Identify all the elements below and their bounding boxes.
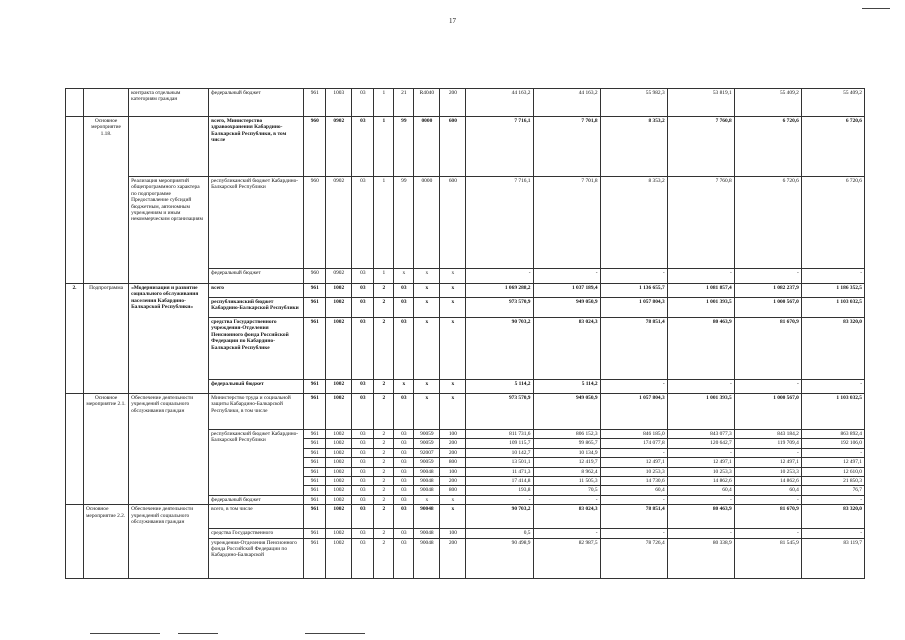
- cell-value: 83 024,3: [533, 505, 600, 529]
- cell-value: 5 114,2: [533, 380, 600, 394]
- cell-value: 863 892,4: [801, 430, 864, 439]
- subprogram-name: «Модернизация и развитие социального обслуживания населения Кабардино-Балкарской Республики»: [129, 284, 209, 394]
- cell-value: 80 463,9: [667, 505, 734, 529]
- cell-value: 78 726,4: [600, 538, 667, 578]
- cell-om: 03: [394, 298, 414, 318]
- activity-name: Основное мероприятие 1.18.: [84, 117, 129, 284]
- cell-value: 55 982,3: [600, 89, 667, 117]
- cell-cs: 03: [352, 486, 374, 495]
- cell-value: -: [667, 495, 734, 504]
- funding-source: федеральный бюджет: [209, 269, 304, 284]
- cell-om: 03: [394, 538, 414, 578]
- cell-n: 90048: [414, 467, 440, 476]
- cell-grbs: 961: [304, 380, 326, 394]
- funding-source: федеральный бюджет: [209, 380, 304, 394]
- cell-rzpr: 1002: [326, 538, 352, 578]
- cell-vr: x: [440, 380, 466, 394]
- cell-p: 1: [374, 89, 394, 117]
- cell-value: 11 505,3: [533, 477, 600, 486]
- cell-value: 7 716,1: [466, 117, 533, 177]
- cell-grbs: 961: [304, 458, 326, 467]
- cell-rzpr: 1002: [326, 394, 352, 430]
- cell-value: 109 115,7: [466, 439, 533, 448]
- cell-grbs: 961: [304, 89, 326, 117]
- cell-value: -: [801, 269, 864, 284]
- cell-value: 949 050,9: [533, 394, 600, 430]
- cell-om: 03: [394, 448, 414, 457]
- cell-value: 973 570,9: [466, 298, 533, 318]
- cell-om: x: [394, 269, 414, 284]
- cell-value: 843 077,3: [667, 430, 734, 439]
- row-number: 2.: [66, 284, 84, 394]
- cell-grbs: 960: [304, 117, 326, 177]
- cell-om: 03: [394, 394, 414, 430]
- cell-cs: 03: [352, 394, 374, 430]
- cell-rzpr: 1002: [326, 529, 352, 538]
- cell-value: 83 024,3: [533, 318, 600, 380]
- funding-source: федеральный бюджет: [209, 495, 304, 504]
- activity-name: Основное мероприятие 2.1.: [84, 394, 129, 505]
- cell-p: 2: [374, 467, 394, 476]
- budget-table: [65, 88, 865, 579]
- cell-value: 120 642,7: [667, 439, 734, 448]
- cell-value: 12 497,1: [600, 458, 667, 467]
- cell-value: 6 720,6: [801, 117, 864, 177]
- cell-n: x: [414, 269, 440, 284]
- funding-source: республиканский бюджет Кабардино-Балкарской Республики: [209, 298, 304, 318]
- cell-value: 1 069 288,2: [466, 284, 533, 298]
- cell-value: 7 760,8: [667, 117, 734, 177]
- bottom-rule-2: [178, 633, 218, 634]
- cell-vr: 100: [440, 430, 466, 439]
- cell-n: x: [414, 495, 440, 504]
- cell-value: 0,5: [466, 529, 533, 538]
- cell-grbs: 960: [304, 269, 326, 284]
- cell-rzpr: 0902: [326, 117, 352, 177]
- cell-value: 55 409,2: [801, 89, 864, 117]
- cell-cs: 03: [352, 318, 374, 380]
- cell-cs: 03: [352, 505, 374, 529]
- funding-source: всего: [209, 284, 304, 298]
- cell-cs: 03: [352, 458, 374, 467]
- cell-vr: x: [440, 394, 466, 430]
- cell-value: 12 497,1: [801, 458, 864, 467]
- cell-grbs: 961: [304, 439, 326, 448]
- cell-value: 1 103 032,5: [801, 394, 864, 430]
- cell-vr: x: [440, 298, 466, 318]
- cell-om: 03: [394, 430, 414, 439]
- cell-p: 1: [374, 117, 394, 177]
- cell-rzpr: 1002: [326, 505, 352, 529]
- cell-p: 1: [374, 177, 394, 269]
- cell-n: x: [414, 318, 440, 380]
- cell-cs: 03: [352, 380, 374, 394]
- funding-source: средства Государственного учреждения-Отделения Пенсионного фонда Российской Федерации по Кабардино-Балкарской Республике: [209, 318, 304, 380]
- cell-rzpr: 0902: [326, 269, 352, 284]
- cell-p: 2: [374, 318, 394, 380]
- cell-value: 12 497,1: [734, 458, 801, 467]
- cell-value: 1 103 032,5: [801, 298, 864, 318]
- cell-grbs: 961: [304, 284, 326, 298]
- cell-om: 21: [394, 89, 414, 117]
- cell-value: -: [600, 495, 667, 504]
- cell-value: 1 057 804,3: [600, 394, 667, 430]
- cell-cs: 03: [352, 467, 374, 476]
- cell-n: x: [414, 380, 440, 394]
- cell-grbs: 961: [304, 505, 326, 529]
- event-name: Реализация мероприятий общепрограммного характера по подпрограмме Предоставление субсидий бюджетным, автономным учреждениям и иным некоммерческим организациям: [129, 177, 209, 284]
- cell-value: 1 001 393,5: [667, 394, 734, 430]
- cell-value: 11 471,3: [466, 467, 533, 476]
- cell-p: 2: [374, 529, 394, 538]
- cell-value: 81 545,9: [734, 538, 801, 578]
- bottom-rule-3: [305, 633, 365, 634]
- cell-value: -: [600, 269, 667, 284]
- cell-value: 80 463,9: [667, 318, 734, 380]
- cell-cs: 03: [352, 117, 374, 177]
- cell-n: 92007: [414, 448, 440, 457]
- cell-rzpr: 1002: [326, 486, 352, 495]
- cell-cs: 03: [352, 298, 374, 318]
- cell-n: 90059: [414, 439, 440, 448]
- cell-value: 806 152,3: [533, 430, 600, 439]
- cell-grbs: 961: [304, 298, 326, 318]
- cell-n: 90059: [414, 430, 440, 439]
- cell-grbs: 961: [304, 467, 326, 476]
- cell-value: -: [667, 269, 734, 284]
- cell-om: x: [394, 380, 414, 394]
- cell-value: 12 419,7: [533, 458, 600, 467]
- cell-value: 6 720,6: [734, 177, 801, 269]
- cell-cs: 03: [352, 529, 374, 538]
- activity-name: Подпрограмма: [84, 284, 129, 394]
- cell-value: 8 962,4: [533, 467, 600, 476]
- cell-vr: 100: [440, 467, 466, 476]
- cell-vr: x: [440, 269, 466, 284]
- table-row: [66, 177, 865, 269]
- cell-value: 82 987,5: [533, 538, 600, 578]
- cell-value: -: [801, 529, 864, 538]
- cell-value: -: [734, 269, 801, 284]
- cell-value: 78 851,4: [600, 505, 667, 529]
- cell-grbs: 961: [304, 538, 326, 578]
- cell-vr: 600: [440, 117, 466, 177]
- cell-om: 03: [394, 477, 414, 486]
- cell-value: -: [466, 495, 533, 504]
- cell-p: 2: [374, 394, 394, 430]
- cell-value: 90 703,2: [466, 505, 533, 529]
- cell-rzpr: 1002: [326, 458, 352, 467]
- funding-source: всего, в том числе: [209, 505, 304, 529]
- cell-grbs: 961: [304, 394, 326, 430]
- cell-value: 83 320,0: [801, 505, 864, 529]
- cell-vr: 100: [440, 529, 466, 538]
- cell-om: 03: [394, 486, 414, 495]
- cell-value: 78 851,4: [600, 318, 667, 380]
- cell-vr: 800: [440, 486, 466, 495]
- cell-rzpr: 1002: [326, 284, 352, 298]
- cell-cs: 03: [352, 89, 374, 117]
- event-name: Обеспечение деятельности учреждений социального обслуживания граждан: [129, 505, 209, 578]
- table-row: [66, 89, 865, 117]
- cell-value: 10 253,3: [667, 467, 734, 476]
- cell-value: 21 850,3: [801, 477, 864, 486]
- cell-value: 811 731,6: [466, 430, 533, 439]
- cell-n: x: [414, 284, 440, 298]
- cell-value: 192 106,0: [801, 439, 864, 448]
- cell-vr: x: [440, 318, 466, 380]
- cell-value: 949 050,9: [533, 298, 600, 318]
- cell-n: x: [414, 394, 440, 430]
- cell-om: 03: [394, 439, 414, 448]
- cell-p: 2: [374, 448, 394, 457]
- cell-value: 846 185,0: [600, 430, 667, 439]
- cell-p: 1: [374, 269, 394, 284]
- cell-value: 7 716,1: [466, 177, 533, 269]
- cell-p: 2: [374, 477, 394, 486]
- cell-vr: 200: [440, 439, 466, 448]
- cell-grbs: 961: [304, 486, 326, 495]
- cell-value: 17 414,8: [466, 477, 533, 486]
- top-rule: [862, 8, 890, 9]
- cell-value: 10 134,9: [533, 448, 600, 457]
- cell-n: 90048: [414, 529, 440, 538]
- cell-vr: 800: [440, 458, 466, 467]
- cell-value: 6 720,6: [801, 177, 864, 269]
- cell-value: 83 320,0: [801, 318, 864, 380]
- funding-source: федеральный бюджет: [209, 89, 304, 117]
- cell-rzpr: 1002: [326, 380, 352, 394]
- cell-value: 119 709,4: [734, 439, 801, 448]
- funding-source: учреждения-Отделения Пенсионного фонда Российской Федерации по Кабардино-Балкарской: [209, 538, 304, 578]
- cell-grbs: 961: [304, 430, 326, 439]
- cell-cs: 03: [352, 439, 374, 448]
- cell-value: 10 253,3: [600, 467, 667, 476]
- cell-vr: 600: [440, 177, 466, 269]
- cell-value: 174 077,8: [600, 439, 667, 448]
- cell-value: -: [533, 529, 600, 538]
- cell-rzpr: 0902: [326, 177, 352, 269]
- cell-n: 90048: [414, 505, 440, 529]
- cell-value: 60,4: [600, 486, 667, 495]
- event-name: Обеспечение деятельности учреждений социального обслуживания граждан: [129, 394, 209, 505]
- cell-grbs: 960: [304, 177, 326, 269]
- cell-n: 90059: [414, 458, 440, 467]
- cell-vr: x: [440, 505, 466, 529]
- cell-value: 44 163,2: [533, 89, 600, 117]
- cell-value: 12 610,0: [801, 467, 864, 476]
- cell-value: -: [801, 495, 864, 504]
- cell-value: 55 409,2: [734, 89, 801, 117]
- cell-value: 8 353,2: [600, 117, 667, 177]
- cell-n: 90048: [414, 486, 440, 495]
- cell-value: 83 119,7: [801, 538, 864, 578]
- cell-grbs: 961: [304, 477, 326, 486]
- table-row: [66, 394, 865, 430]
- cell-p: 2: [374, 505, 394, 529]
- cell-value: 76,7: [801, 486, 864, 495]
- cell-p: 2: [374, 495, 394, 504]
- table-row: [66, 284, 865, 298]
- funding-source: республиканский бюджет Кабардино-Балкарской Республики: [209, 177, 304, 269]
- bottom-rule-1: [90, 633, 160, 634]
- cell-value: 60,4: [667, 486, 734, 495]
- cell-value: 1 000 567,0: [734, 298, 801, 318]
- cell-value: 60,4: [734, 486, 801, 495]
- cell-rzpr: 1002: [326, 477, 352, 486]
- cell-vr: 200: [440, 538, 466, 578]
- cell-cs: 03: [352, 448, 374, 457]
- cell-value: -: [667, 448, 734, 457]
- cell-value: 10 142,7: [466, 448, 533, 457]
- cell-value: 14 730,6: [600, 477, 667, 486]
- cell-value: 90 498,9: [466, 538, 533, 578]
- cell-rzpr: 1002: [326, 439, 352, 448]
- cell-p: 2: [374, 538, 394, 578]
- cell-value: 1 082 237,9: [734, 284, 801, 298]
- cell-value: 14 862,6: [667, 477, 734, 486]
- cell-value: -: [734, 448, 801, 457]
- cell-value: 1 136 655,7: [600, 284, 667, 298]
- cell-value: -: [801, 448, 864, 457]
- cell-p: 2: [374, 458, 394, 467]
- cell-value: -: [600, 380, 667, 394]
- cell-om: 03: [394, 284, 414, 298]
- cell-value: 12 497,1: [667, 458, 734, 467]
- cell-vr: 200: [440, 448, 466, 457]
- event-name: контракта отдельным категориям граждан: [129, 89, 209, 117]
- cell-p: 2: [374, 284, 394, 298]
- funding-source: всего, Министерство здравоохранения Кабардино-Балкарской Республики, в том числе: [209, 117, 304, 177]
- cell-grbs: 961: [304, 318, 326, 380]
- cell-value: 53 819,1: [667, 89, 734, 117]
- cell-rzpr: 1002: [326, 448, 352, 457]
- cell-value: 1 057 804,3: [600, 298, 667, 318]
- table-row: [66, 505, 865, 529]
- cell-vr: 200: [440, 477, 466, 486]
- cell-value: 843 184,2: [734, 430, 801, 439]
- cell-cs: 03: [352, 177, 374, 269]
- cell-value: 14 862,6: [734, 477, 801, 486]
- cell-value: 5 114,2: [466, 380, 533, 394]
- cell-value: 1 037 189,4: [533, 284, 600, 298]
- activity-name: Основное мероприятие 2.2.: [84, 505, 129, 578]
- cell-cs: 03: [352, 538, 374, 578]
- cell-value: 973 570,9: [466, 394, 533, 430]
- funding-source: Министерство труда и социальной защиты Кабардино-Балкарской Республики, в том числе: [209, 394, 304, 430]
- cell-rzpr: 1002: [326, 318, 352, 380]
- cell-p: 2: [374, 486, 394, 495]
- table-row: [66, 117, 865, 177]
- cell-cs: 03: [352, 430, 374, 439]
- page-number: 17: [449, 17, 456, 25]
- cell-p: 2: [374, 439, 394, 448]
- cell-rzpr: 1002: [326, 467, 352, 476]
- cell-cs: 03: [352, 269, 374, 284]
- cell-grbs: 961: [304, 495, 326, 504]
- cell-om: 99: [394, 117, 414, 177]
- cell-om: 99: [394, 177, 414, 269]
- cell-rzpr: 1003: [326, 89, 352, 117]
- cell-n: x: [414, 298, 440, 318]
- cell-value: 6 720,6: [734, 117, 801, 177]
- cell-n: R4040: [414, 89, 440, 117]
- cell-value: 7 760,8: [667, 177, 734, 269]
- cell-n: 90048: [414, 477, 440, 486]
- cell-value: 1 186 352,5: [801, 284, 864, 298]
- cell-p: 2: [374, 430, 394, 439]
- cell-value: -: [734, 495, 801, 504]
- cell-vr: x: [440, 495, 466, 504]
- cell-rzpr: 1002: [326, 495, 352, 504]
- cell-cs: 03: [352, 477, 374, 486]
- cell-rzpr: 1002: [326, 298, 352, 318]
- cell-value: -: [667, 380, 734, 394]
- cell-value: 10 253,3: [734, 467, 801, 476]
- cell-cs: 03: [352, 284, 374, 298]
- cell-value: -: [734, 380, 801, 394]
- cell-value: -: [533, 269, 600, 284]
- cell-value: -: [667, 529, 734, 538]
- cell-value: 81 670,9: [734, 318, 801, 380]
- cell-value: -: [466, 269, 533, 284]
- cell-value: 44 163,2: [466, 89, 533, 117]
- cell-value: 80 338,9: [667, 538, 734, 578]
- cell-om: 03: [394, 318, 414, 380]
- cell-rzpr: 1002: [326, 430, 352, 439]
- cell-n: 0000: [414, 177, 440, 269]
- cell-value: -: [533, 495, 600, 504]
- cell-vr: 200: [440, 89, 466, 117]
- cell-value: 193,8: [466, 486, 533, 495]
- cell-p: 2: [374, 298, 394, 318]
- cell-om: 03: [394, 505, 414, 529]
- cell-n: 90048: [414, 538, 440, 578]
- cell-value: 99 865,7: [533, 439, 600, 448]
- cell-value: 1 001 393,5: [667, 298, 734, 318]
- cell-value: 7 701,8: [533, 117, 600, 177]
- cell-om: 03: [394, 467, 414, 476]
- cell-value: -: [600, 529, 667, 538]
- cell-value: 81 670,9: [734, 505, 801, 529]
- funding-source: республиканский бюджет Кабардино-Балкарской Республики: [209, 430, 304, 496]
- cell-value: 1 081 857,4: [667, 284, 734, 298]
- cell-value: 8 353,2: [600, 177, 667, 269]
- cell-om: 03: [394, 458, 414, 467]
- cell-om: 03: [394, 529, 414, 538]
- cell-value: 90 703,2: [466, 318, 533, 380]
- cell-value: 7 701,8: [533, 177, 600, 269]
- cell-grbs: 961: [304, 529, 326, 538]
- cell-value: -: [600, 448, 667, 457]
- cell-n: 0000: [414, 117, 440, 177]
- cell-value: 13 501,1: [466, 458, 533, 467]
- cell-om: 03: [394, 495, 414, 504]
- cell-cs: 03: [352, 495, 374, 504]
- cell-value: -: [734, 529, 801, 538]
- funding-source: средства Государственного: [209, 529, 304, 538]
- cell-p: 2: [374, 380, 394, 394]
- cell-vr: x: [440, 284, 466, 298]
- cell-value: 70,5: [533, 486, 600, 495]
- cell-value: 1 000 567,0: [734, 394, 801, 430]
- cell-value: -: [801, 380, 864, 394]
- cell-grbs: 961: [304, 448, 326, 457]
